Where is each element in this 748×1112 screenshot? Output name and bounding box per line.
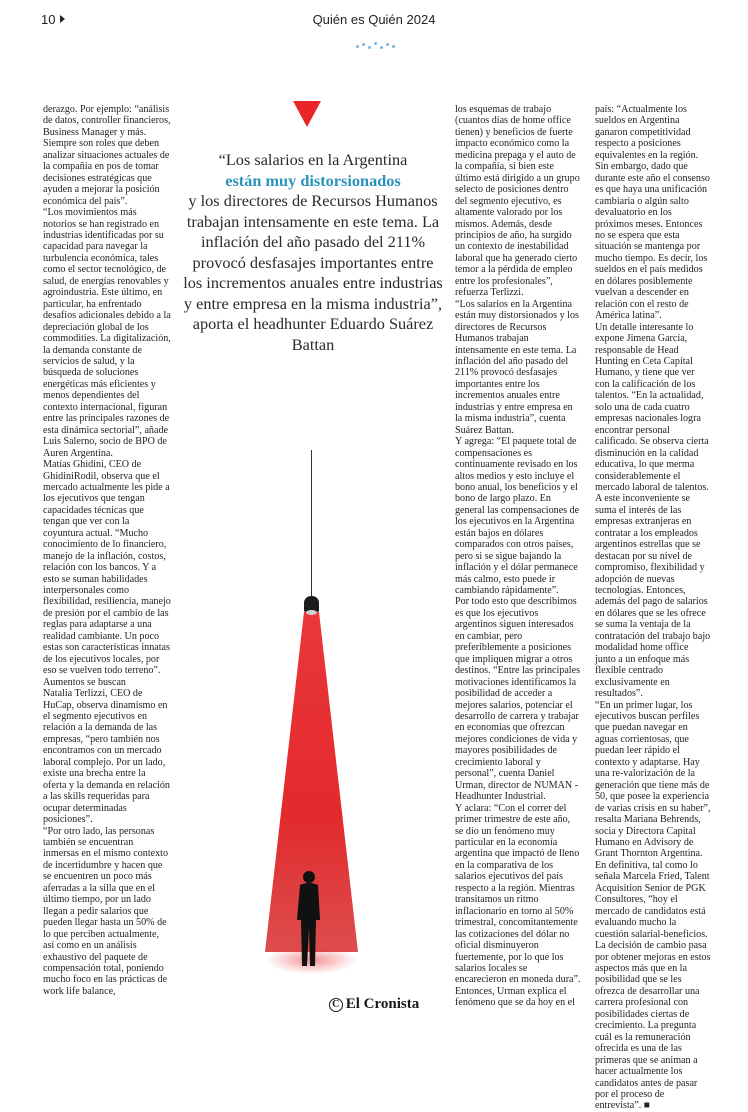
pull-quote xyxy=(182,150,444,355)
paragraph: Y aclara: “Con el correr del primer trimestre de este año, se dio un fenómeno muy particular en la economía argentina que impactó de lleno en la comparativa de los salarios ejecutivos del país respecto a la región. Mientras transitamos un ritmo inflacionario en torno al 50% trimestral, concomitantemente las cotizaciones del dólar no oficial disminuyeron fuertemente, por lo que los salarios locales se encarecieron en moneda dura”. xyxy=(455,802,581,986)
page-number: 10 xyxy=(41,12,56,27)
paragraph: Entonces, Urman explica el fenómeno que se da hoy en el xyxy=(455,985,575,1009)
publication-title: Quién es Quién 2024 xyxy=(312,12,436,27)
brand-name: El Cronista xyxy=(345,996,420,1012)
article-column-2 xyxy=(455,104,581,1009)
paragraph: Natalia Terlizzi, CEO de HuCap, observa dinamismo en el segmento ejecutivos en relación a la demanda de las empresas, “pero también nos encontramos con un mercado laboral complejo. Por un lado, existe una brecha entre la oferta y la demanda en relación a las skills requeridas para ocupar determinadas posiciones”. xyxy=(43,688,170,826)
decorative-dots-icon xyxy=(356,41,396,51)
pull-quote-highlight: están muy distorsionados xyxy=(225,170,401,190)
article-column-3 xyxy=(595,104,711,1112)
paragraph: Matías Ghidini, CEO de GhidiniRodil, observa que el mercado actualmente les pide a los ejecutivos que tengan capacidades técnicas que tengan que ver con la coyuntura actual. “Mucho conocimiento de lo financiero, manejo de la inflación, costos, relación con los bancos. Y a esto se suman habilidades interpersonales como flexibilidad, resiliencia, manejo de presión por el cambio de las reglas para adaptarse a una realidad cambiante. Un poco estas son características innatas de los ejecutivos locales, por eso se vuelven todo terreno”. xyxy=(43,459,171,677)
pull-quote-body: y los directores de Recursos Humanos trabajan intensamente en este tema. La inflación del año pasado del 211% provocó desfasajes importantes entre los incrementos anuales entre industrias y entre empresa en la misma industria”, aporta el headhunter Eduardo Suárez Battan xyxy=(183,191,443,354)
businessman-silhouette-icon xyxy=(292,868,324,968)
paragraph: “Los salarios en la Argentina están muy distorsionados y los directores de Recursos Humanos trabajan intensamente en este tema. La inflación del año pasado del 211% provocó desfasajes importantes entre los incrementos anuales entre industrias y entre empresa en la misma industria”, cuenta Suárez Battan. xyxy=(455,298,579,436)
paragraph: “Los movimientos más notorios se han registrado en industrias identificadas por su capacidad para navegar la turbulencia económica, tales como el sector tecnológico, de salud, de energías renovables y agroindustria. Este último, en particular, ha enfrentado desafíos adicionales debido a la depreciación global de los commodities. La digitalización, la demanda constante de servicios de salud, y la búsqueda de soluciones energéticas más eficientes y menos dependientes del contexto internacional, figuran entre las principales razones de esta dinámica sectorial”, añade Luis Salerno, socio de BPO de Auren Argentina. xyxy=(43,207,171,459)
paragraph: Por todo esto que describimos es que los ejecutivos argentinos siguen interesados en cambiar, pero preferiblemente a posiciones que impliquen migrar a otros destinos. “Entre las principales motivaciones identificamos la posibilidad de acceder a mejores salarios, potenciar el desarrollo de carrera y trabajar en economías que ofrezcan mejores condiciones de vida y mayores posibilidades de crecimiento laboral y personal”, cuenta Daniel Urman, director de NUMAN - Headhunter Industrial. xyxy=(455,596,581,803)
paragraph: “En un primer lugar, los ejecutivos buscan perfiles que puedan navegar en aguas corrientosas, que puedan leer rápido el contexto y adaptarse. Hay una re-valorización de la generación que tiene más de 50, que posee la experiencia de varias crisis en su haber”, resalta Mariana Behrends, socia y Directora Capital Humano en Advisory de Grant Thornton Argentina. xyxy=(595,699,711,860)
footer-brand xyxy=(0,996,748,1013)
paragraph: derazgo. Por ejemplo: “análisis de datos, controller financieros, Business Manager y más. Siempre son roles que deben analizar situaciones actuales de la compañía en pos de tomar decisiones estratégicas que ayuden a mejorar la posición económica del país”. xyxy=(43,104,171,207)
article-column-1 xyxy=(43,104,171,997)
paragraph: los esquemas de trabajo (cuantos días de home office tienen) y beneficios de fuerte impacto económico como la medicina prepaga y el auto de la compañía, si bien este último está dirigido a un grupo selecto de posiciones dentro del segmento ejecutivo, es altamente valorado por los mismos. Además, desde principios de año, ha surgido un contexto de inestabilidad laboral que ha generado cierto temor a la pérdida de empleo entre los profesionales”, refuerza Terlizzi. xyxy=(455,104,580,299)
paragraph: “Por otro lado, las personas también se encuentran inmersas en el mismo contexto de incertidumbre y hacen que se encuentren un poco más aferradas a la silla que en el último tiempo, por un lado llegan a pedir salarios que pueden llegar hasta un 50% de lo que perciben actualmente, así como en un análisis exhaustivo del paquete de compensación total, poniendo mucho foco en las prácticas de work life balance, xyxy=(43,825,169,997)
paragraph: Y agrega: “El paquete total de compensaciones es continuamente revisado en los altos medios y esto incluye el bono anual, los beneficios y el bono de largo plazo. En general las compensaciones de los ejecutivos en la Argentina están bajos en dólares comparados con otros países, pero si se sigue bajando la inflación y el dólar permanece más calmo, esto puede ir cambiando rápidamente”. xyxy=(455,436,580,597)
paragraph: país: “Actualmente los sueldos en Argentina ganaron competitividad respecto a posiciones equivalentes en la región. Sin embargo, dado que durante este año el consenso es que haya una unificación cambiaria o algún salto devaluatorio en los próximos meses. Entonces no se espera que esta situación se mantenga por mucho tiempo. Es decir, los sueldos en el país medidos en dólares posiblemente vuelvan a descender en relación con el resto de América latina”. xyxy=(595,104,710,322)
paragraph: En definitiva, tal como lo señala Marcela Fried, Talent Acquisition Senior de PGK Consultores, “hoy el mercado de candidatos está evaluando mucho la cuestión salarial-beneficios. La decisión de cambio pasa por obtener mejoras en estos aspectos más que en la posibilidad que se les ofrezca de desarrollar una carrera profesional con posibilidades ciertas de crecimiento. La pregunta cuál es la remuneración ofrecida es una de las primeras que se animan a hacer actualmente los candidatos antes de pasar por el proceso de entrevista”. ■ xyxy=(595,859,711,1112)
pull-quote-open: “Los salarios en la Argentina xyxy=(218,150,408,169)
subheading: Aumentos se buscan xyxy=(43,676,126,688)
red-triangle-icon xyxy=(293,101,321,127)
lamp-bulb xyxy=(306,610,317,615)
lamp-wire xyxy=(311,450,312,610)
el-cronista-logo-icon: C xyxy=(329,998,343,1012)
paragraph: Un detalle interesante lo expone Jimena García, responsable de Head Hunting en Ceta Capital Humano, y tiene que ver con la calificación de los talentos. “En la actualidad, solo una de cada cuatro empresas nacionales logra encontrar personal calificado. Se observa cierta disminución en la calidad educativa, lo que merma considerablemente el mercado laboral de talentos. A este inconveniente se suma el interés de las empresas extranjeras en contratar a los empleados argentinos estrellas que se destacan por su nivel de compromiso, flexibilidad y adopción de nuevas tecnologías. Entonces, además del pago de salarios en dólares que se les ofrece se suma la ventaja de la contratación del trabajo bajo modalidad home office junto a un enfoque más flexible centrado exclusivamente en resultados”. xyxy=(595,321,711,700)
